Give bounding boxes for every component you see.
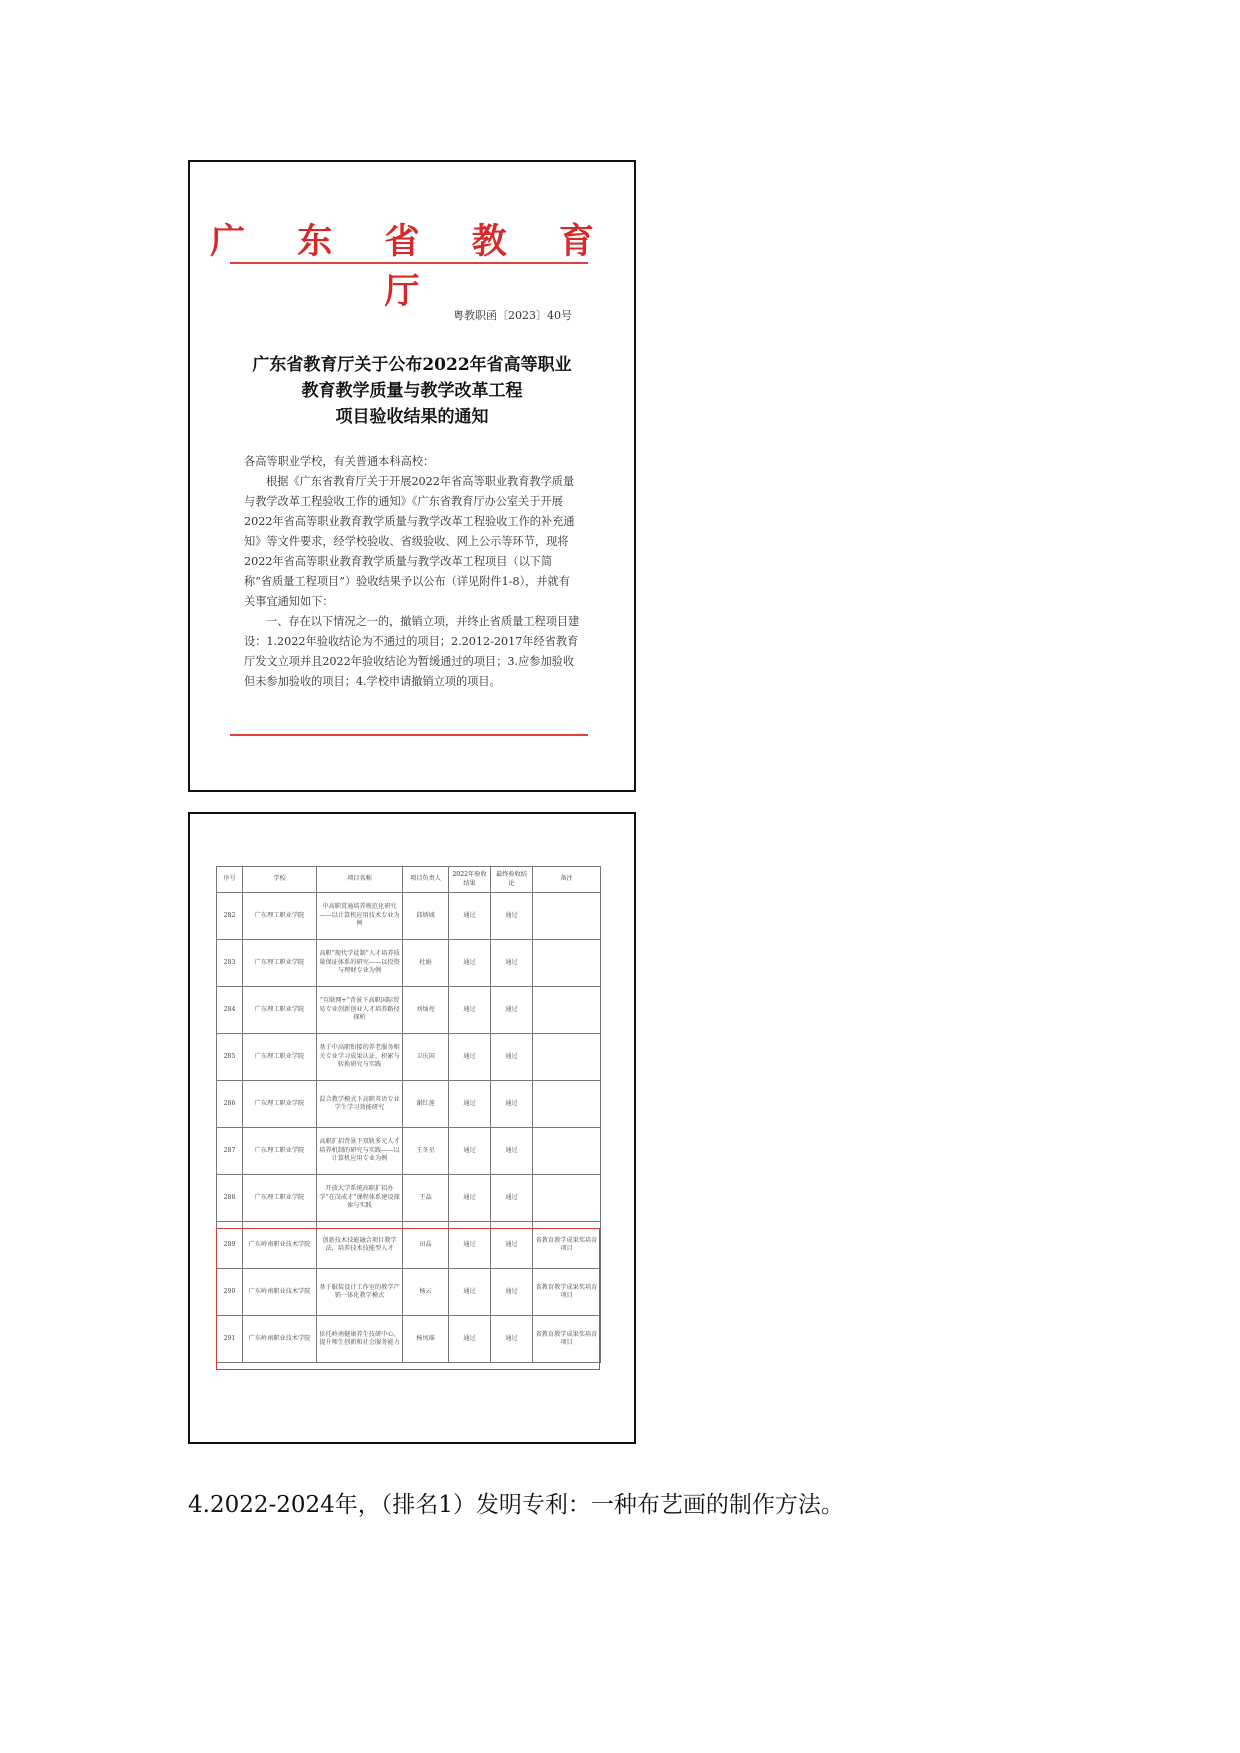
cell-leader: 王冬星 (403, 1128, 449, 1175)
cell-result: 通过 (449, 1269, 491, 1316)
column-header: 学校 (243, 867, 317, 893)
cell-school: 广东理工职业学院 (243, 1081, 317, 1128)
cell-no: 289 (217, 1222, 243, 1269)
cell-result: 通过 (449, 893, 491, 940)
column-header: 2022年验收结果 (449, 867, 491, 893)
results-table-image (188, 812, 636, 1444)
cell-note: 省教育教学成果奖培育项目 (533, 1269, 601, 1316)
cell-note (533, 893, 601, 940)
column-header: 序号 (217, 867, 243, 893)
cell-result: 通过 (449, 1222, 491, 1269)
cell-result: 通过 (449, 987, 491, 1034)
cell-leader: 杨凤瑶 (403, 1316, 449, 1363)
cell-result: 通过 (449, 1175, 491, 1222)
cell-leader: 王晶 (403, 1175, 449, 1222)
cell-final: 通过 (491, 1034, 533, 1081)
cell-final: 通过 (491, 1316, 533, 1363)
cell-leader: 刘灿亮 (403, 987, 449, 1034)
cell-no: 285 (217, 1034, 243, 1081)
red-divider-bottom (230, 734, 588, 736)
cell-project: “互联网+”背景下高职国际贸易专业创新创业人才培养路径探析 (317, 987, 403, 1034)
cell-no: 282 (217, 893, 243, 940)
title-line: 教育教学质量与教学改革工程 (301, 381, 523, 401)
cell-project: 高职扩招背景下双轨多元人才培养机制的研究与实践——以计算机应用专业为例 (317, 1128, 403, 1175)
notice-letter-image (188, 160, 636, 792)
cell-final: 通过 (491, 940, 533, 987)
body-paragraph: 根据《广东省教育厅关于开展2022年省高等职业教育教学质量与教学改革工程验收工作的通知》《广东省教育厅办公室关于开展2022年省高等职业教育教学质量与教学改革工程验收工作的补充通知》等文件要求，经学校验收、省级验收、网上公示等环节，现将2022年省高等职业教育教学质量与教学改革工程项目（以下简称“省质量工程项目”）验收结果予以公布（详见附件1-8），并就有关事宜通知如下： (244, 475, 575, 608)
cell-leader: 杨云 (403, 1269, 449, 1316)
cell-note (533, 1128, 601, 1175)
document-number: 粤教职函〔2023〕40号 (453, 309, 572, 322)
cell-final: 通过 (491, 1269, 533, 1316)
cell-final: 通过 (491, 1175, 533, 1222)
cell-project: 高职“现代学徒制”人才培养质量保证体系的研究——以投资与理财专业为例 (317, 940, 403, 987)
column-header: 最终验收结论 (491, 867, 533, 893)
masthead: 广 东 省 教 育 厅 (210, 221, 614, 312)
cell-no: 288 (217, 1175, 243, 1222)
cell-final: 通过 (491, 1081, 533, 1128)
cell-no: 284 (217, 987, 243, 1034)
column-header: 项目名称 (317, 867, 403, 893)
cell-school: 广东理工职业学院 (243, 1175, 317, 1222)
notice-body (244, 452, 580, 692)
cell-final: 通过 (491, 1222, 533, 1269)
table-row (217, 987, 601, 1034)
cell-no: 287 (217, 1128, 243, 1175)
cell-note (533, 940, 601, 987)
cell-project: 基于中高职衔接的养老服务相关专业学习成果认证、积累与转换研究与实践 (317, 1034, 403, 1081)
title-line: 广东省教育厅关于公布2022年省高等职业 (252, 355, 572, 375)
cell-project: 中高职贯通培养规范化研究——以计算机应用技术专业为例 (317, 893, 403, 940)
cell-final: 通过 (491, 987, 533, 1034)
table-row (217, 1128, 601, 1175)
cell-note: 省教育教学成果奖培育项目 (533, 1316, 601, 1363)
cell-leader: 卫庆国 (403, 1034, 449, 1081)
cell-school: 广东岭南职业技术学院 (243, 1222, 317, 1269)
cell-project: 混合教学模式下高职英语专业学生学习效能研究 (317, 1081, 403, 1128)
table-row (217, 1034, 601, 1081)
cell-school: 广东理工职业学院 (243, 940, 317, 987)
cell-project: 开放大学系统高职扩招办学“在岗成才”课程体系建设探索与实践 (317, 1175, 403, 1222)
red-divider-top (230, 262, 588, 264)
column-header: 备注 (533, 867, 601, 893)
cell-result: 通过 (449, 1081, 491, 1128)
cell-final: 通过 (491, 1128, 533, 1175)
cell-leader: 谢红莲 (403, 1081, 449, 1128)
table-row (217, 893, 601, 940)
cell-school: 广东理工职业学院 (243, 1128, 317, 1175)
cell-note (533, 1081, 601, 1128)
table-row (217, 1081, 601, 1128)
cell-leader: 田晶 (403, 1222, 449, 1269)
cell-school: 广东岭南职业技术学院 (243, 1269, 317, 1316)
table-row (217, 940, 601, 987)
cell-no: 286 (217, 1081, 243, 1128)
cell-school: 广东理工职业学院 (243, 893, 317, 940)
cell-final: 通过 (491, 893, 533, 940)
cell-project: 创新技术技能融合项目教学法，培养技术技能型人才 (317, 1222, 403, 1269)
cell-school: 广东理工职业学院 (243, 1034, 317, 1081)
table-row (217, 1269, 601, 1316)
cell-no: 291 (217, 1316, 243, 1363)
cell-school: 广东岭南职业技术学院 (243, 1316, 317, 1363)
cell-note (533, 1175, 601, 1222)
body-paragraph: 一、存在以下情况之一的，撤销立项，并终止省质量工程项目建设：1.2022年验收结论为不通过的项目；2.2012-2017年经省教育厅发文立项并且2022年验收结论为暂缓通过的项目；3.应参加验收但未参加验收的项目；4.学校申请撤销立项的项目。 (244, 615, 580, 688)
cell-note (533, 987, 601, 1034)
cell-result: 通过 (449, 940, 491, 987)
notice-title (220, 352, 604, 430)
cell-school: 广东理工职业学院 (243, 987, 317, 1034)
patent-line: 4.2022-2024年，（排名1）发明专利：一种布艺画的制作方法。 (188, 1492, 844, 1518)
cell-note: 省教育教学成果奖培育项目 (533, 1222, 601, 1269)
table-row (217, 1316, 601, 1363)
table-row (217, 1175, 601, 1222)
results-table (216, 866, 601, 1363)
table-row (217, 1222, 601, 1269)
column-header: 项目负责人 (403, 867, 449, 893)
cell-note (533, 1034, 601, 1081)
cell-result: 通过 (449, 1034, 491, 1081)
cell-leader: 邱炳城 (403, 893, 449, 940)
cell-no: 290 (217, 1269, 243, 1316)
salutation: 各高等职业学校，有关普通本科高校： (244, 455, 435, 468)
cell-result: 通过 (449, 1128, 491, 1175)
cell-result: 通过 (449, 1316, 491, 1363)
cell-leader: 杜娟 (403, 940, 449, 987)
cell-no: 283 (217, 940, 243, 987)
table-header-row (217, 867, 601, 893)
title-line: 项目验收结果的通知 (335, 407, 489, 427)
cell-project: 依托岭南健康养生技研中心，提升师生创新和社会服务能力 (317, 1316, 403, 1363)
cell-project: 基于服装设计工作室的教学产销一体化教学模式 (317, 1269, 403, 1316)
